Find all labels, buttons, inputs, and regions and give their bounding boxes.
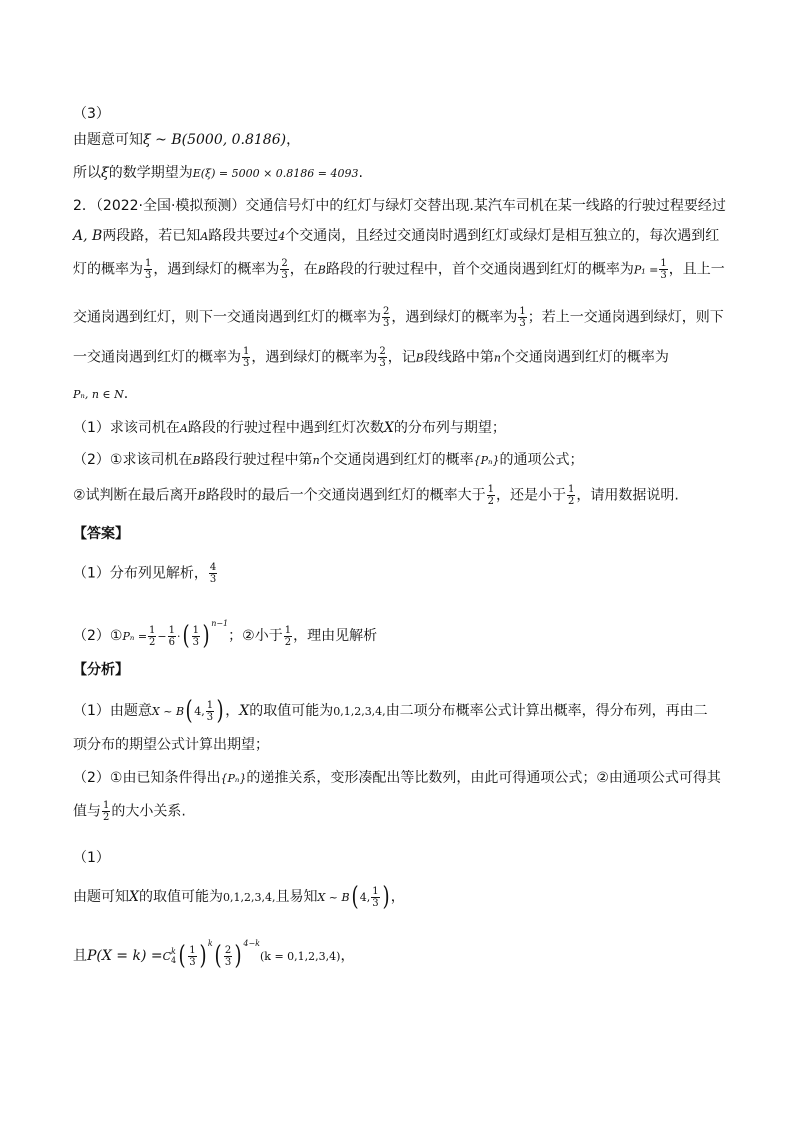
fraction: $\frac{2}{3}$	[224, 944, 232, 968]
part-3-label: （3）	[73, 106, 110, 122]
fraction: $\frac{1}{2}$	[149, 624, 156, 648]
analysis-line: （1）由题意X ~ B( 4, $\frac{1}{3}$ ) ，X的取值可能为0,1,2,3,4,由二项分布概率公式计算出概率，得分布列，再由二	[73, 696, 708, 726]
question-text: Pₙ, n ∈ N.	[73, 386, 129, 402]
answer-line: （1）分布列见解析， $\frac{4}{3}$	[73, 562, 217, 585]
fraction: $\frac{1}{3}$	[192, 624, 200, 648]
solution-line: 且P(X = k) =C k 4 ( $\frac{1}{3}$ ) $^k$( $\frac{2}{3}$ ) $^{4-k}$(k = 0,1,2,3,4)，	[73, 939, 355, 971]
question-text: 灯的概率为 $\frac{1}{3}$ ，遇到绿灯的概率为 $\frac{2}{3}$ ，在B路段的行驶过程中，首个交通岗遇到红灯的概率为P₁ = $\frac{1}{3}$ ，且上一	[73, 258, 725, 281]
fraction: $\frac{1}{3}$	[206, 699, 214, 723]
fraction: $\frac{2}{3}$	[281, 258, 288, 281]
analysis-heading: 【分析】	[73, 662, 129, 678]
fraction: $\frac{2}{3}$	[379, 346, 386, 369]
solution-line: 由题可知X的取值可能为0,1,2,3,4,且易知X ~ B( 4, $\frac{1}{3}$ ) ，	[73, 882, 405, 912]
solution-line: 所以ξ的数学期望为E(ξ) = 5000 × 0.8186 = 4093.	[73, 165, 363, 181]
sub-question: （2）①求该司机在B路段行驶过程中第n个交通岗遇到红灯的概率{Pₙ}的通项公式；	[73, 452, 584, 468]
analysis-line: 值与 $\frac{1}{2}$ 的大小关系.	[73, 800, 186, 823]
sub-question: ②试判断在最后离开B路段时的最后一个交通岗遇到红灯的概率大于 $\frac{1}{2}$ ，还是小于 $\frac{1}{2}$ ，请用数据说明.	[73, 484, 679, 507]
analysis-line: 项分布的期望公式计算出期望；	[73, 737, 269, 753]
fraction: $\frac{1}{3}$	[243, 346, 250, 369]
solution-line: 由题意可知ξ ~ B(5000, 0.8186)，	[73, 132, 301, 148]
fraction: $\frac{1}{2}$	[284, 624, 292, 648]
fraction: $\frac{1}{2}$	[568, 484, 575, 507]
fraction: $\frac{1}{3}$	[189, 944, 196, 968]
question-text: 交通岗遇到红灯，则下一交通岗遇到红灯的概率为 $\frac{2}{3}$ ，遇到绿灯的概率为 $\frac{1}{3}$ ；若上一交通岗遇到绿灯，则下	[73, 306, 724, 329]
question-text: A, B两段路，若已知A路段共要过4个交通岗，且经过交通岗时遇到红灯或绿灯是相互独立的，每次遇到红	[73, 228, 720, 244]
fraction: $\frac{1}{3}$	[660, 258, 667, 281]
fraction: $\frac{1}{2}$	[487, 484, 495, 507]
fraction: $\frac{4}{3}$	[209, 562, 217, 585]
solution-part-label: （1）	[73, 850, 110, 866]
fraction: $\frac{2}{3}$	[383, 306, 390, 329]
question-text: 2．（2022·全国·模拟预测）交通信号灯中的红灯与绿灯交替出现.某汽车司机在某一线路的行驶过程要经过	[73, 198, 726, 214]
fraction: $\frac{1}{3}$	[372, 885, 379, 909]
answer-line: （2）①Pₙ = $\frac{1}{2}$ − $\frac{1}{6}$ ·( $\frac{1}{3}$ ) $^{n-1}$；②小于 $\frac{1}{2}$ ，理由见解析	[73, 619, 378, 651]
question-text: 一交通岗遇到红灯的概率为 $\frac{1}{3}$ ，遇到绿灯的概率为 $\frac{2}{3}$ ，记B段线路中第n个交通岗遇到红灯的概率为	[73, 346, 669, 369]
sub-question: （1）求该司机在A路段的行驶过程中遇到红灯次数X的分布列与期望；	[73, 420, 506, 436]
fraction: $\frac{1}{6}$	[168, 624, 176, 648]
answer-heading: 【答案】	[73, 526, 129, 542]
analysis-line: （2）①由已知条件得出{Pₙ}的递推关系，变形凑配出等比数列，由此可得通项公式；②由通项公式可得其	[73, 770, 721, 786]
fraction: $\frac{1}{3}$	[145, 258, 152, 281]
fraction: $\frac{1}{2}$	[103, 800, 110, 823]
fraction: $\frac{1}{3}$	[519, 306, 526, 329]
